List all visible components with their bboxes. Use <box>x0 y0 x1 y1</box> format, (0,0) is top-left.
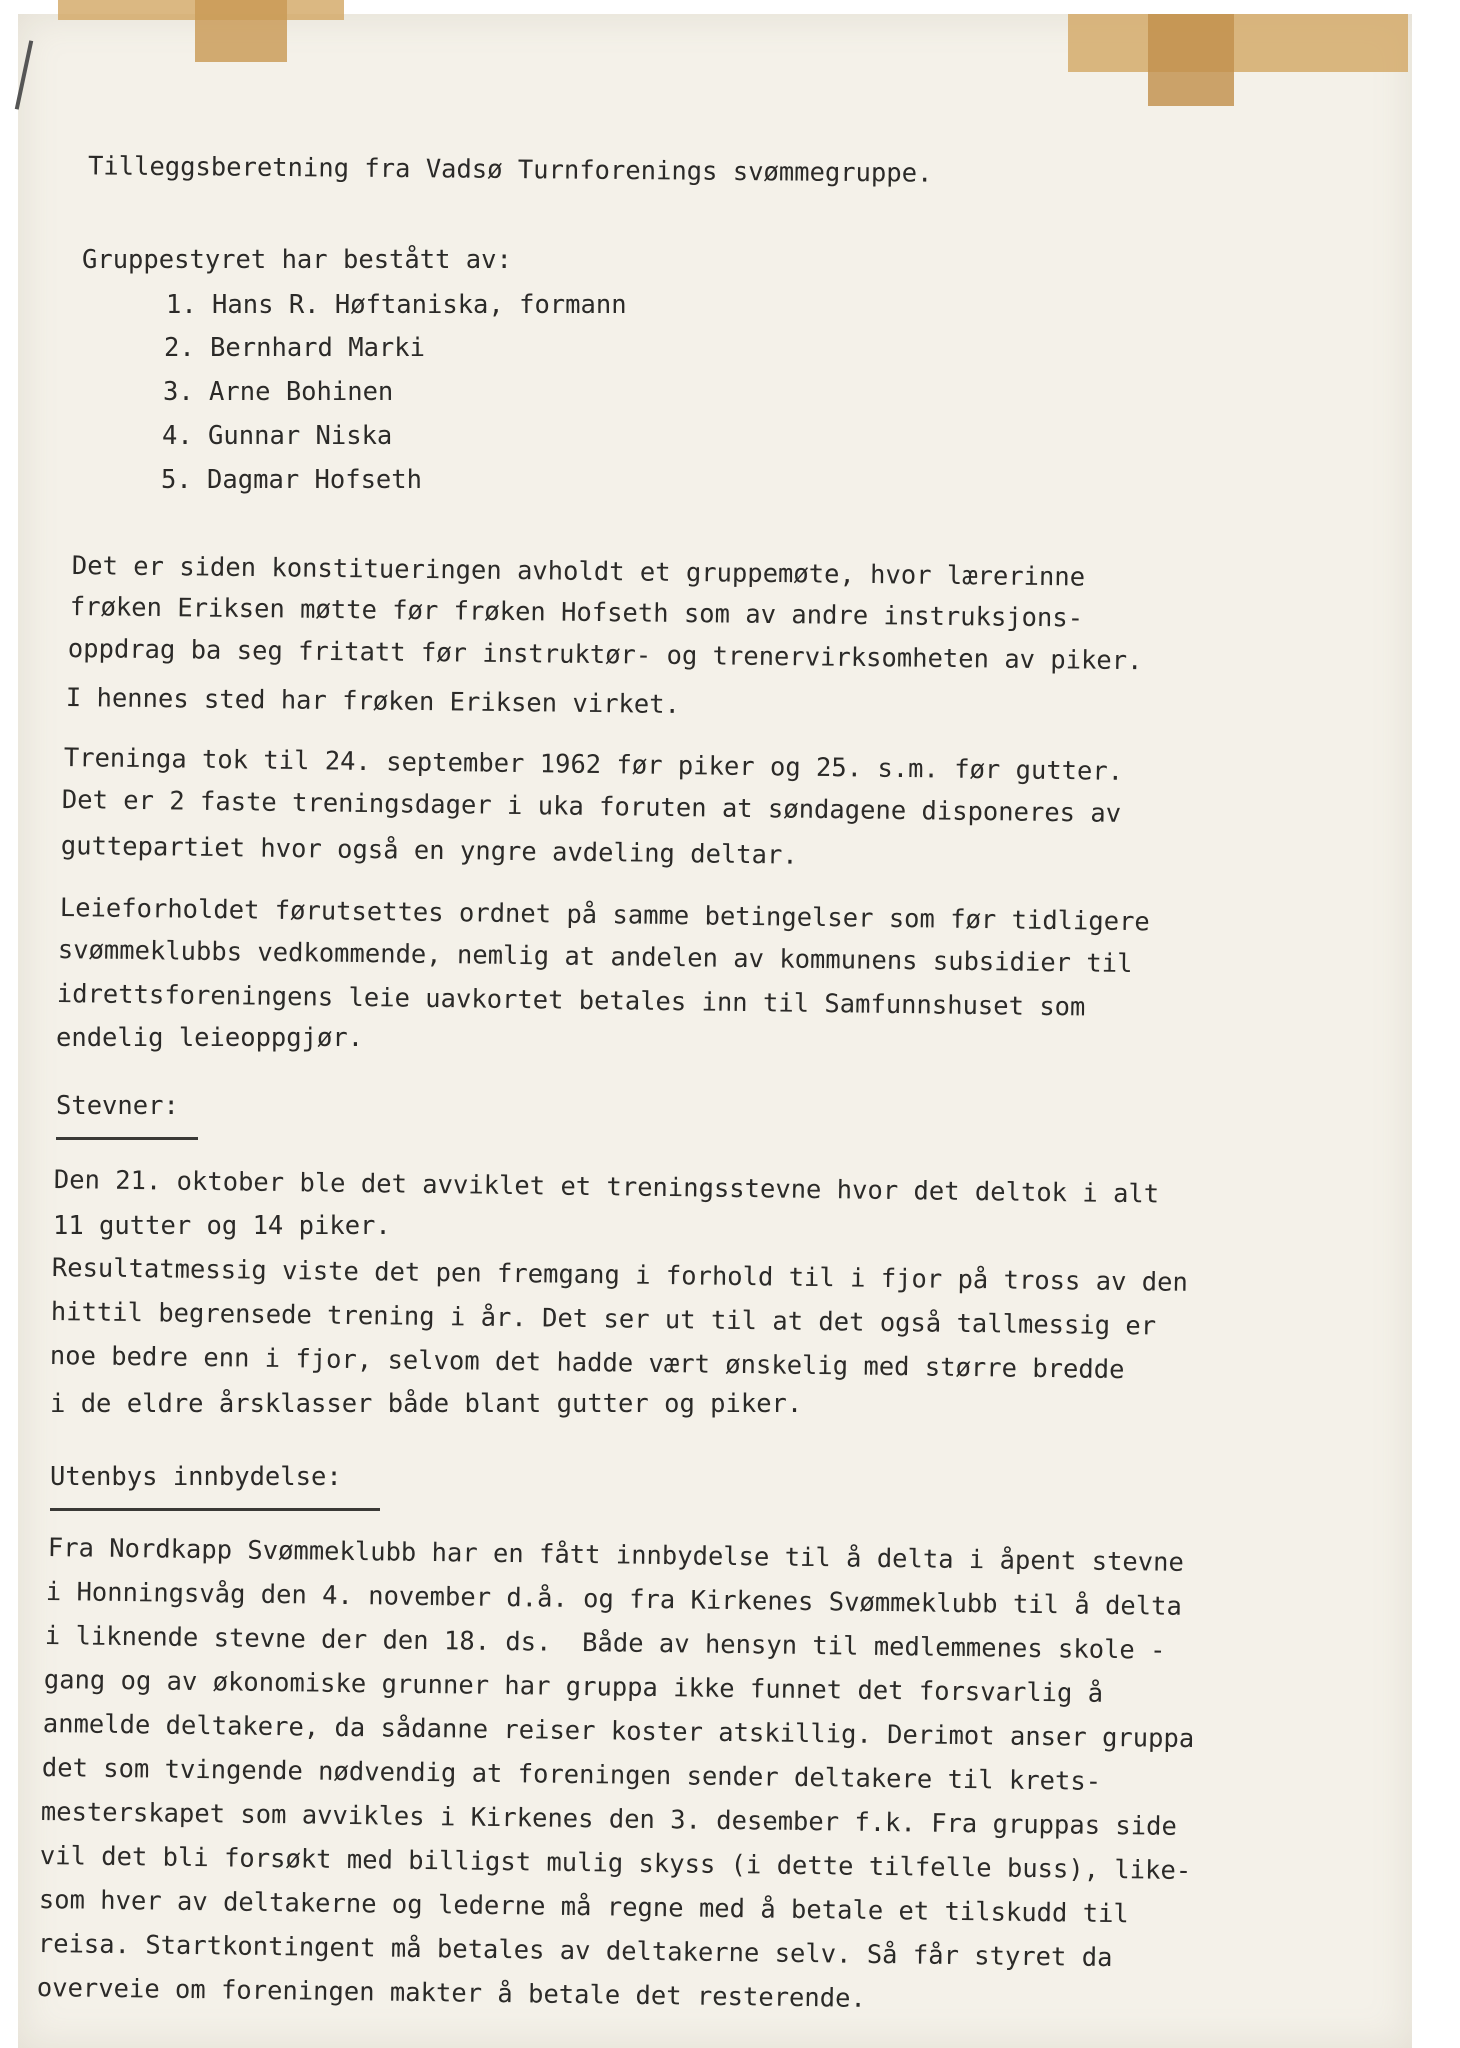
paragraph-line: i de eldre årsklasser både blant gutter og piker. <box>50 1389 803 1419</box>
paragraph-line: Fra Nordkapp Svømmeklubb har en fått innbydelse til å delta i åpent stevne <box>47 1533 1185 1578</box>
paragraph-line: hittil begrensede trening i år. Det ser ut til at det også tallmessig er <box>50 1297 1157 1342</box>
paragraph-line: mesterskapet som avvikles i Kirkenes den 3. desember f.k. Fra gruppas side <box>40 1797 1178 1842</box>
paragraph-line: vil det bli forsøkt med billigst mulig skyss (i dette tilfelle buss), like- <box>39 1841 1192 1887</box>
paragraph-line: oppdrag ba seg fritatt før instruktør- og trenervirksomheten av piker. <box>67 634 1143 677</box>
section-heading-utenbys: Utenbys innbydelse: <box>50 1462 342 1492</box>
paragraph-line: anmelde deltakere, da sådanne reiser koster atskillig. Derimot anser gruppa <box>42 1709 1195 1755</box>
paragraph-line: i Honningsvåg den 4. november d.å. og fra Kirkenes Svømmeklubb til å delta <box>45 1577 1183 1622</box>
paragraph-line: 11 gutter og 14 piker. <box>53 1211 391 1241</box>
paragraph-line: det som tvingende nødvendig at foreningen sender deltakere til krets- <box>41 1753 1102 1797</box>
paragraph-line: gang og av økonomiske grunner har gruppa ikke funnet det forsvarlig å <box>43 1665 1104 1709</box>
paragraph-line: i liknende stevne der den 18. ds. Både av hensyn til medlemmenes skole - <box>44 1621 1166 1666</box>
paragraph-line: Det er siden konstitueringen avholdt et gruppemøte, hvor lærerinne <box>71 551 1086 593</box>
board-member: 3. Arne Bohinen <box>163 377 394 407</box>
board-intro: Gruppestyret har bestått av: <box>82 245 512 275</box>
section-rule-stevner <box>56 1137 198 1140</box>
paragraph-line: Leieforholdet førutsettes ordnet på samme betingelser som før tidligere <box>59 893 1150 938</box>
paragraph-line: noe bedre enn i fjor, selvom det hadde vært ønskelig med større bredde <box>49 1341 1125 1386</box>
tape-patch-top-right <box>1148 14 1234 106</box>
paragraph-line: reisa. Startkontingent må betales av deltakerne selv. Så får styret da <box>37 1929 1113 1974</box>
paragraph-line: Det er 2 faste treningsdager i uka foruten at søndagene disponeres av <box>61 785 1122 829</box>
paragraph-line: guttepartiet hvor også en yngre avdeling deltar. <box>60 831 798 871</box>
board-member: 4. Gunnar Niska <box>162 421 393 451</box>
paragraph-line: svømmeklubbs vedkommende, nemlig at andelen av kommunens subsidier til <box>57 935 1133 980</box>
tape-patch-top-left <box>195 0 287 62</box>
paragraph-line: idrettsforeningens leie uavkortet betales inn til Samfunnshuset som <box>56 979 1086 1023</box>
document-title: Tilleggsberetning fra Vadsø Turnforenings svømmegruppe. <box>87 151 933 189</box>
paragraph-line: endelig leieoppgjør. <box>56 1023 364 1053</box>
paragraph-line: som hver av deltakerne og lederne må regne med å betale et tilskudd til <box>38 1885 1129 1930</box>
paragraph-line: Resultatmessig viste det pen fremgang i forhold til i fjor på tross av den <box>51 1253 1189 1298</box>
board-member: 1. Hans R. Høftaniska, formann <box>166 290 627 320</box>
paragraph-line: Treninga tok til 24. september 1962 før piker og 25. s.m. før gutter. <box>63 743 1124 787</box>
paragraph-line: Den 21. oktober ble det avviklet et treningsstevne hvor det deltok i alt <box>53 1165 1160 1210</box>
section-rule-utenbys <box>50 1508 380 1511</box>
board-member: 5. Dagmar Hofseth <box>161 465 422 495</box>
paragraph-line: overveie om foreningen makter å betale det resterende. <box>36 1973 866 2014</box>
paragraph-line: I hennes sted har frøken Eriksen virket. <box>65 683 681 720</box>
tape-strip-top-right <box>1068 14 1408 72</box>
board-member: 2. Bernhard Marki <box>164 333 425 363</box>
paragraph-line: frøken Eriksen møtte før frøken Hofseth som av andre instruksjons- <box>69 592 1084 634</box>
section-heading-stevner: Stevner: <box>56 1091 179 1121</box>
